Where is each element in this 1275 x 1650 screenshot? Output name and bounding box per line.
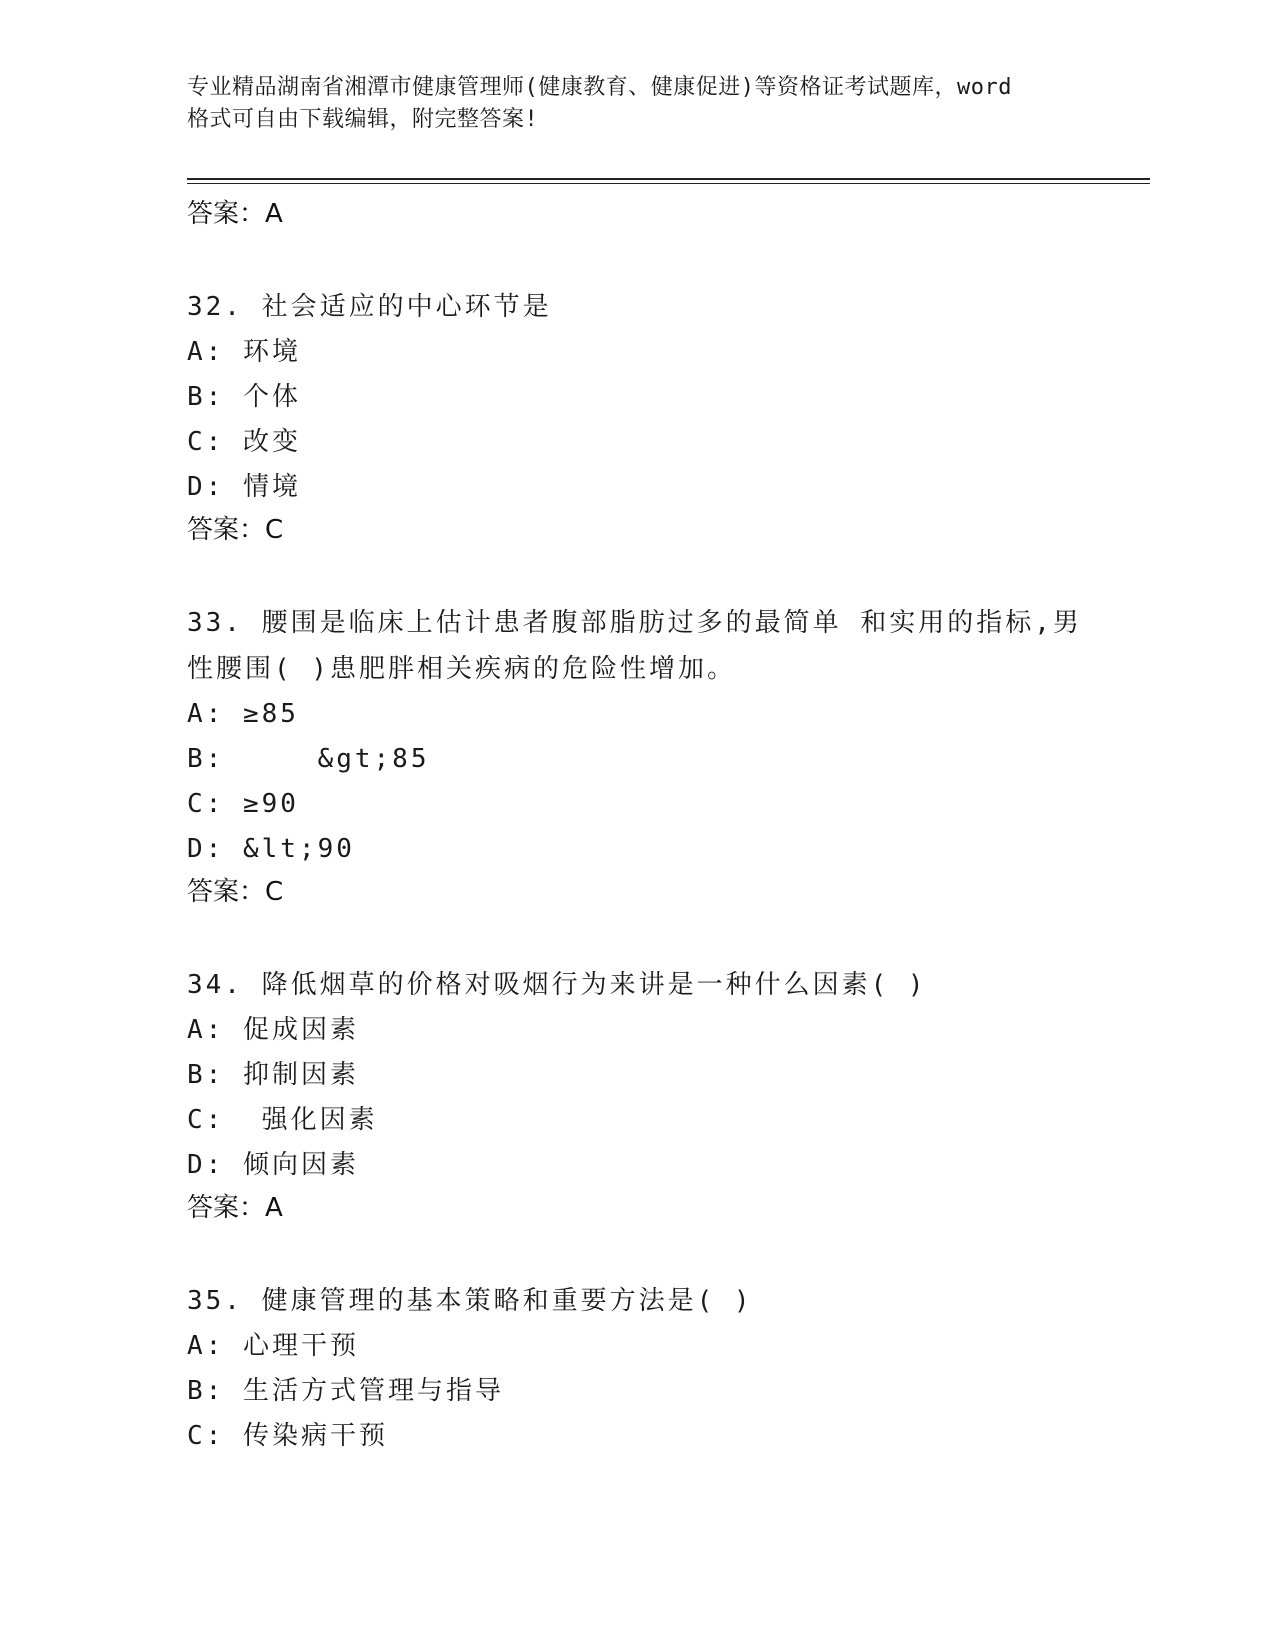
- option-d: D: 倾向因素: [187, 1150, 359, 1180]
- answer-line: 答案：A: [187, 199, 283, 229]
- question-block: [187, 962, 1147, 1228]
- answer-line: 答案：C: [187, 877, 284, 907]
- answer-line: 答案：C: [187, 515, 284, 545]
- option-a: A: ≥85: [187, 699, 299, 729]
- option-c: C: 传染病干预: [187, 1421, 388, 1451]
- header-line-1: 专业精品湖南省湘潭市健康管理师(健康教育、健康促进)等资格证考试题库，word: [187, 75, 1012, 100]
- header-line-2: 格式可自由下载编辑，附完整答案!: [187, 107, 539, 132]
- option-c: C: 改变: [187, 427, 301, 457]
- header-divider-thin: [187, 183, 1150, 184]
- option-a: A: 促成因素: [187, 1015, 359, 1045]
- option-b: B: 个体: [187, 382, 301, 412]
- question-block: [187, 1278, 1147, 1459]
- question-stem: 34. 降低烟草的价格对吸烟行为来讲是一种什么因素( ): [187, 970, 927, 1000]
- option-d: D: &lt;90: [187, 834, 355, 864]
- question-stem-continued: 性腰围( )患肥胖相关疾病的危险性增加。: [187, 654, 736, 684]
- option-c: C: 强化因素: [187, 1105, 378, 1135]
- question-stem: 33. 腰围是临床上估计患者腹部脂肪过多的最简单 和实用的指标,男: [187, 608, 1082, 638]
- option-d: D: 情境: [187, 472, 301, 502]
- document-header: [187, 72, 1107, 136]
- option-b: B: &gt;85: [187, 744, 430, 774]
- question-stem: 32. 社会适应的中心环节是: [187, 292, 552, 322]
- option-b: B: 抑制因素: [187, 1060, 359, 1090]
- question-block: [187, 284, 1147, 550]
- header-divider-thick: [187, 178, 1150, 180]
- option-a: A: 心理干预: [187, 1331, 359, 1361]
- option-b: B: 生活方式管理与指导: [187, 1376, 504, 1406]
- question-stem: 35. 健康管理的基本策略和重要方法是( ): [187, 1286, 753, 1316]
- question-block: [187, 600, 1147, 912]
- option-c: C: ≥90: [187, 789, 299, 819]
- option-a: A: 环境: [187, 337, 301, 367]
- question-list: [187, 190, 1147, 1459]
- answer-line: 答案：A: [187, 1193, 283, 1223]
